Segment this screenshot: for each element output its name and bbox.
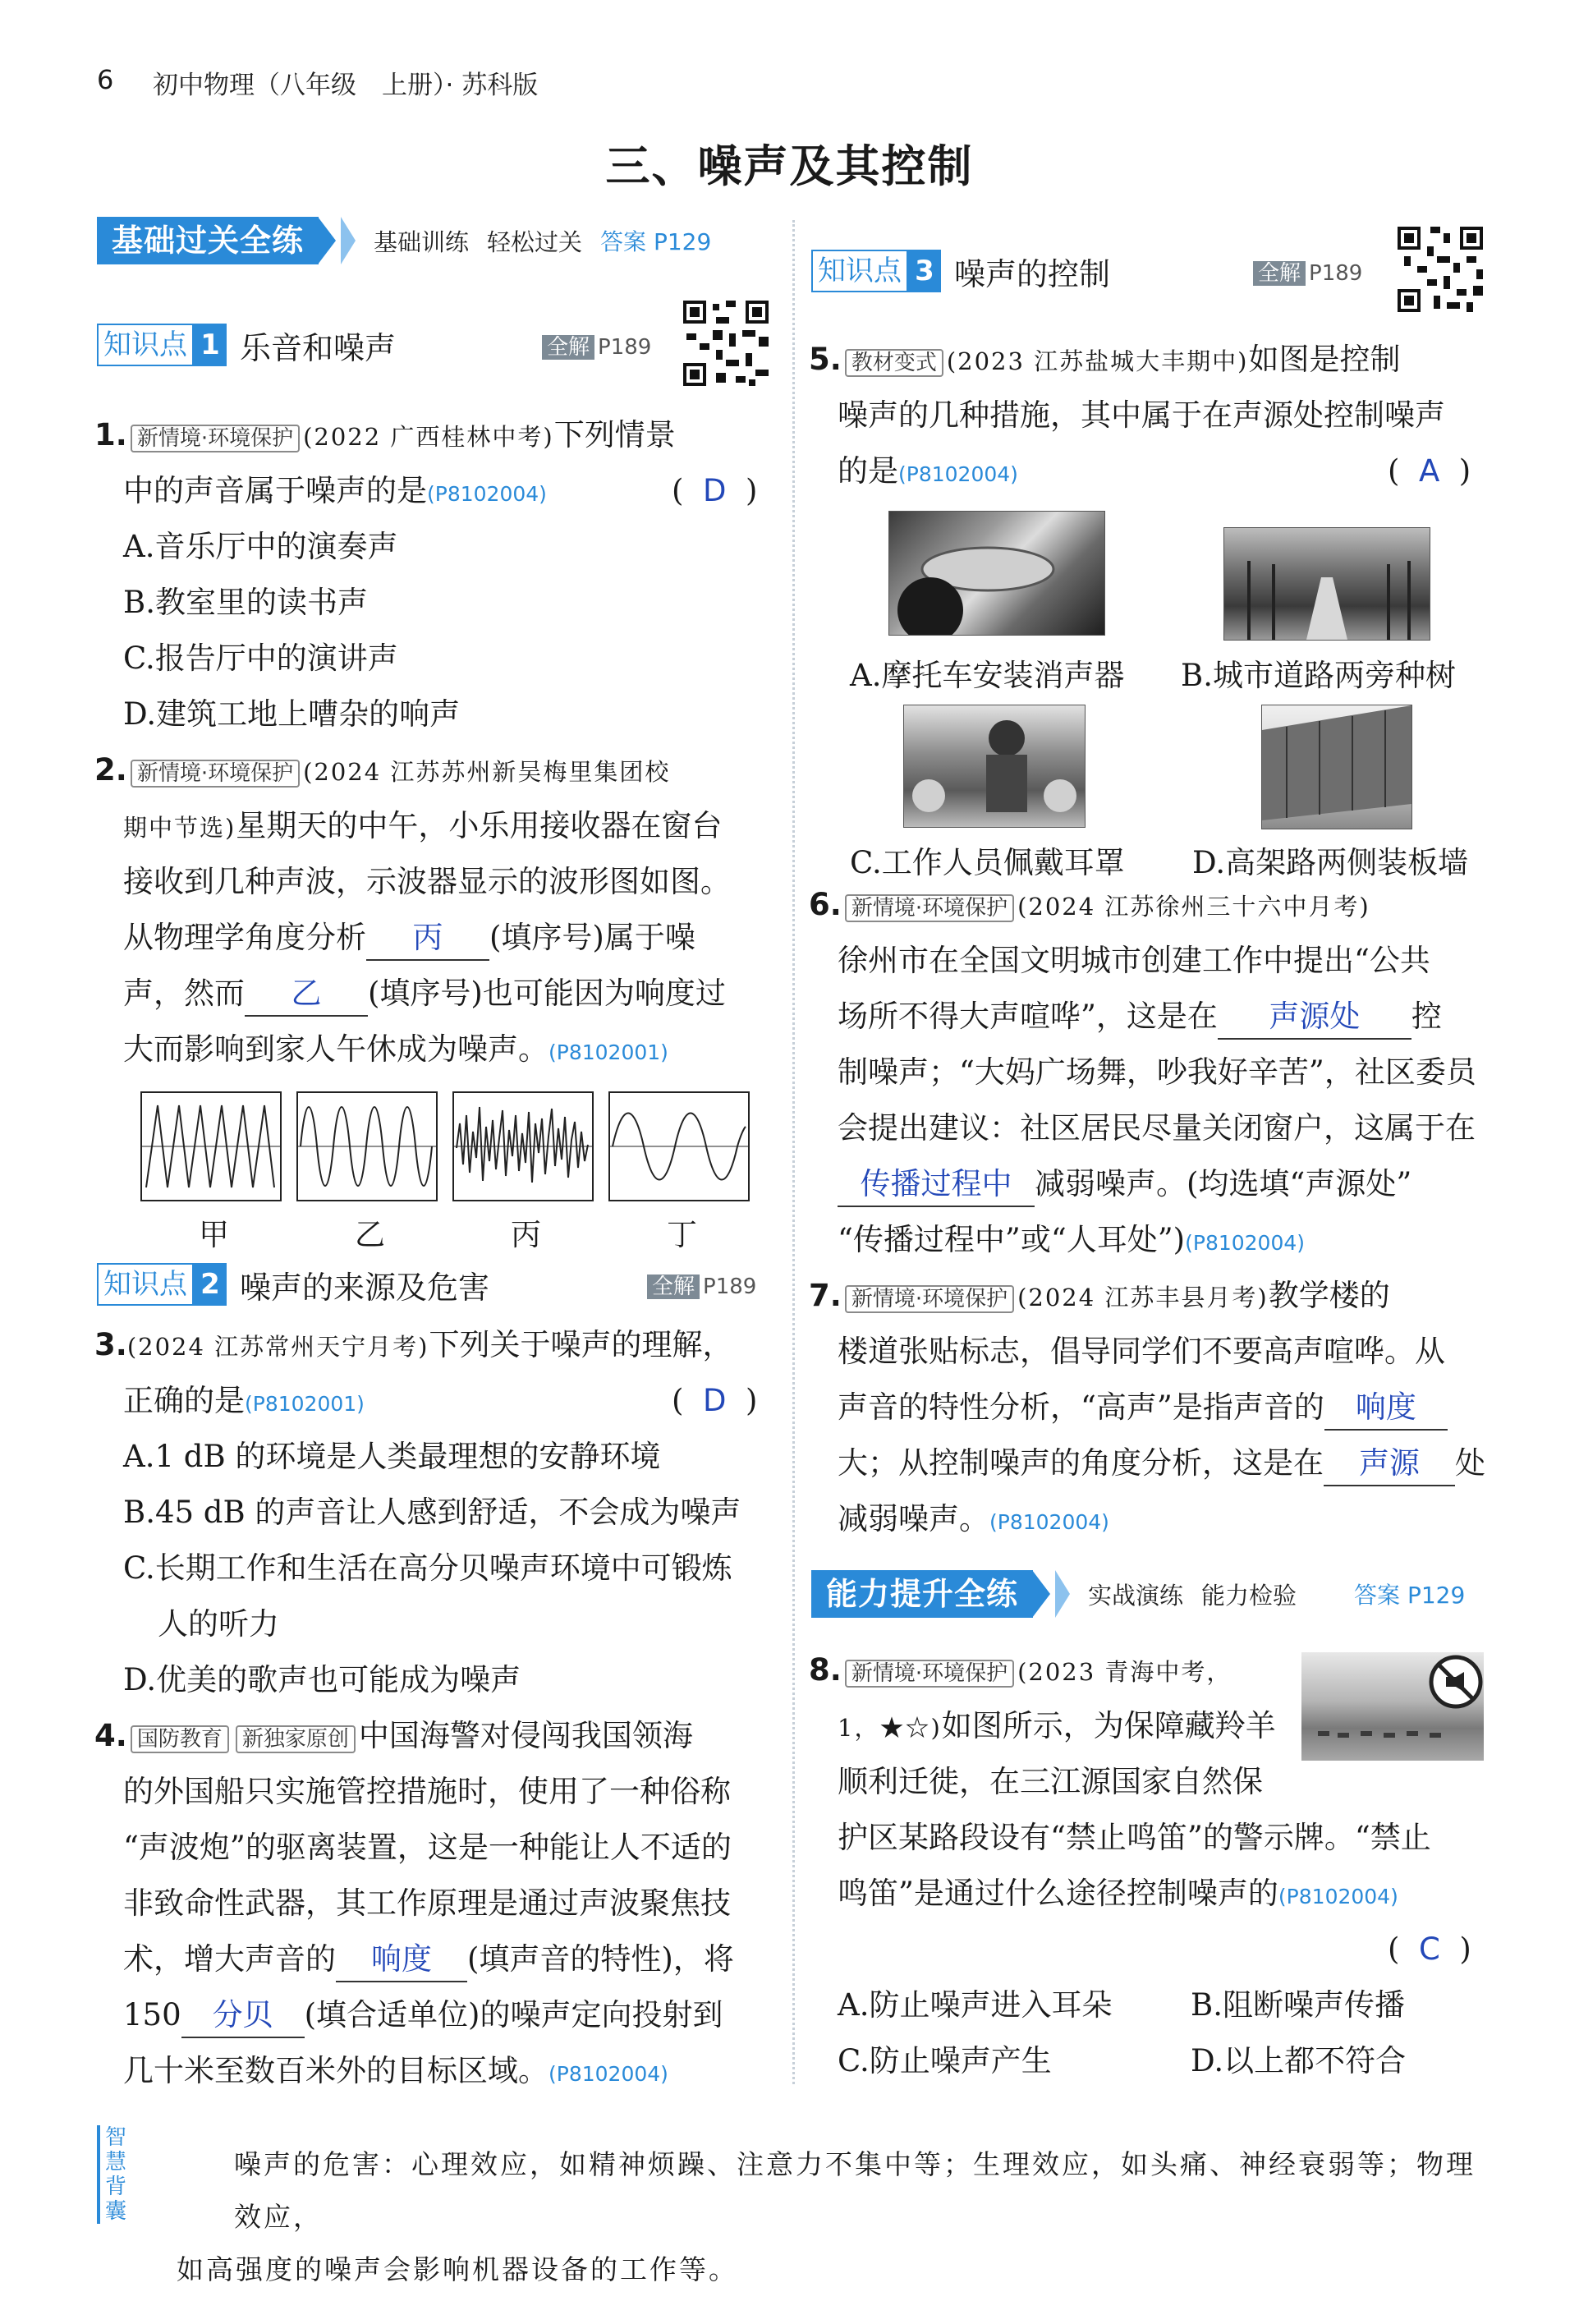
question-stem: 声音的特性分析，“高声”是指声音的	[838, 1389, 1324, 1425]
question-tag: 新情境·环境保护	[845, 894, 1014, 922]
section-banner-basic	[97, 215, 778, 266]
option-c-cont: 人的听力	[158, 1606, 279, 1642]
question-2-line5	[123, 966, 726, 1022]
kp-ref-page: P189	[703, 1275, 757, 1299]
option-c: C.长期工作和生活在高分贝噪声环境中可锻炼	[123, 1550, 732, 1586]
kp-number: 1	[194, 324, 227, 366]
question-stem: 几十米至数百米外的目标区域。	[123, 2053, 549, 2088]
question-6	[809, 877, 1370, 936]
question-stem: 星期天的中午，小乐用接收器在窗台	[236, 808, 723, 843]
kp-ref-page: P189	[598, 335, 652, 360]
question-stem: 如图是控制	[1248, 342, 1401, 377]
question-2-line4	[123, 910, 695, 966]
option-a: A.音乐厅中的演奏声	[123, 529, 398, 564]
banner-arrow-icon	[318, 217, 336, 264]
caption-c: C.工作人员佩戴耳罩	[850, 845, 1125, 880]
question-8	[809, 1642, 1232, 1702]
question-tag: 新情境·环境保护	[131, 760, 300, 788]
question-2-line2	[123, 798, 722, 856]
answer-choice: C	[1418, 1931, 1440, 1967]
qr-code-icon[interactable]	[1394, 223, 1486, 315]
kp-ref-page: P189	[1309, 261, 1363, 286]
question-number: 1.	[94, 417, 127, 452]
answer-bracket: ( C )	[1388, 1931, 1471, 1967]
knowledge-point-2	[97, 1261, 489, 1307]
caption-a: A.摩托车安装消声器	[850, 658, 1125, 693]
caption-d: D.高架路两侧装板墙	[1192, 845, 1469, 880]
question-code: (P8102004)	[989, 1510, 1109, 1534]
option-b: B.45 dB 的声音让人感到舒适，不会成为噪声	[123, 1495, 741, 1530]
answer-blank[interactable]: 传播过程中	[838, 1163, 1035, 1207]
question-stem: 鸣笛”是通过什么途径控制噪声的	[838, 1876, 1278, 1911]
wave-label-ding: 丁	[667, 1217, 697, 1252]
question-stem: 场所不得大声喧哗”，这是在	[838, 999, 1218, 1034]
answer-bracket: ( D )	[672, 1383, 758, 1418]
question-code: (P8102004)	[1278, 1885, 1398, 1908]
photo-motorcycle-muffler	[888, 511, 1105, 636]
question-stem: (填声音的特性)，将	[467, 1941, 734, 1977]
option-a: A.1 dB 的环境是人类最理想的安静环境	[123, 1439, 661, 1474]
question-stem: (填序号)属于噪	[489, 920, 695, 955]
answer-ref: 答案 P129	[1354, 1582, 1466, 1609]
wave-label-bing: 丙	[511, 1217, 541, 1252]
kp-ref	[542, 330, 651, 361]
option-b: B.阻断噪声传播	[1191, 1987, 1405, 2023]
question-stem: 声，然而	[123, 976, 245, 1011]
section-sub: 能力检验	[1201, 1581, 1297, 1610]
wave-label-yi: 乙	[355, 1217, 385, 1252]
question-code: (P8102001)	[549, 1040, 668, 1064]
photo-roadside-trees	[1223, 527, 1430, 641]
section-sub: 基础训练	[374, 227, 470, 256]
answer-ref: 答案 P129	[600, 228, 712, 255]
question-8-line5	[838, 1866, 1398, 1925]
question-6-line7	[838, 1212, 1305, 1271]
question-stem: “传播过程中”或“人耳处”)	[838, 1222, 1186, 1257]
question-5-line2: 噪声的几种措施，其中属于在声源处控制噪声	[838, 397, 1445, 433]
knowledge-point-3	[811, 248, 1110, 294]
answer-choice: D	[702, 473, 727, 508]
question-code: (P8102004)	[898, 462, 1018, 486]
question-source: (2023 江苏盐城大丰期中)	[946, 347, 1249, 375]
question-number: 7.	[809, 1278, 842, 1313]
lesson-title: 三、噪声及其控制	[605, 140, 974, 192]
question-stem: (填序号)也可能因为响度过	[368, 976, 726, 1011]
question-7-line2: 楼道张贴标志，倡导同学们不要高声喧哗。从	[838, 1334, 1445, 1369]
kp-title: 乐音和噪声	[240, 329, 397, 366]
question-source: (2024 江苏徐州三十六中月考)	[1017, 893, 1370, 921]
question-3-line2	[123, 1373, 365, 1432]
question-stem: 的是	[838, 453, 898, 489]
question-1	[94, 407, 776, 466]
section-tag: 基础过关全练	[97, 217, 319, 264]
kp-number: 2	[194, 1263, 227, 1306]
question-4-line3: “声波炮”的驱离装置，这是一种能让人不适的	[123, 1830, 732, 1865]
question-source: (2024 江苏丰县月考)	[1017, 1284, 1269, 1311]
answer-choice: A	[1418, 453, 1440, 489]
qr-code-icon[interactable]	[680, 297, 772, 389]
banner-arrow-icon	[1032, 1570, 1050, 1618]
caption-b: B.城市道路两旁种树	[1181, 658, 1456, 693]
question-2	[94, 742, 670, 801]
question-stem: 术，增大声音的	[123, 1941, 336, 1977]
question-tag: 新情境·环境保护	[845, 1660, 1014, 1688]
question-7	[809, 1268, 1390, 1327]
question-source: 1，★☆)	[838, 1714, 942, 1742]
question-stem: 下列情景	[553, 417, 676, 452]
section-sub: 实战演练	[1088, 1581, 1184, 1610]
banner-arrow-icon	[341, 217, 356, 264]
option-c: C.防止噪声产生	[838, 2043, 1052, 2078]
knowledge-point-1	[97, 322, 396, 368]
column-divider	[792, 220, 795, 2084]
question-stem: 大而影响到家人午休成为噪声。	[123, 1031, 549, 1067]
question-stem: 大；从控制噪声的角度分析，这是在	[838, 1445, 1324, 1481]
banner-arrow-icon	[1055, 1570, 1070, 1618]
question-number: 8.	[809, 1652, 842, 1688]
answer-bracket: ( D )	[672, 473, 758, 508]
kp-label: 知识点	[811, 250, 908, 292]
question-7-line5	[838, 1491, 1109, 1550]
waveform-figure	[140, 1091, 764, 1202]
tip-line-2: 如高强度的噪声会影响机器设备的工作等。	[177, 2253, 738, 2285]
question-stem: 控	[1411, 999, 1442, 1034]
question-stem: 正确的是	[123, 1383, 245, 1418]
question-number: 6.	[809, 887, 842, 922]
kp-title: 噪声的控制	[954, 255, 1111, 292]
photo-no-honking-sign	[1301, 1652, 1484, 1761]
kp-ref-tag: 全解	[542, 335, 594, 360]
answer-blank[interactable]: 响度	[336, 1938, 467, 1982]
kp-label: 知识点	[97, 1263, 194, 1306]
question-stem: 从物理学角度分析	[123, 920, 366, 955]
question-4-line4: 非致命性武器，其工作原理是通过声波聚焦技	[123, 1885, 731, 1921]
question-6-line3	[838, 989, 1442, 1045]
question-number: 3.	[94, 1327, 127, 1362]
question-stem: 中的声音属于噪声的是	[123, 473, 427, 508]
option-c: C.报告厅中的演讲声	[123, 641, 398, 676]
question-stem: 中国海警对侵闯我国领海	[358, 1718, 693, 1753]
section-sub: 轻松过关	[487, 227, 583, 256]
question-tag: 新情境·环境保护	[845, 1285, 1014, 1313]
answer-blank[interactable]: 分贝	[181, 1994, 305, 2038]
question-stem: (填合适单位)的噪声定向投射到	[304, 1997, 723, 2032]
question-6-line4: 制噪声；“大妈广场舞，吵我好辛苦”，社区委员	[838, 1054, 1476, 1090]
question-code: (P8102004)	[549, 2062, 668, 2086]
question-tag: 教材变式	[845, 349, 943, 377]
answer-blank[interactable]: 乙	[245, 972, 368, 1017]
question-7-line3	[838, 1380, 1448, 1435]
kp-ref-tag: 全解	[1253, 261, 1306, 286]
question-source: (2023 青海中考，	[1017, 1658, 1232, 1686]
kp-label: 知识点	[97, 324, 194, 366]
kp-title: 噪声的来源及危害	[240, 1269, 490, 1306]
question-stem: 如图所示，为保障藏羚羊	[941, 1708, 1276, 1743]
option-d: D.优美的歌声也可能成为噪声	[123, 1662, 521, 1697]
option-a: A.防止噪声进入耳朵	[838, 1987, 1113, 2023]
question-source: 期中节选)	[123, 814, 236, 842]
question-code: (P8102004)	[427, 482, 547, 506]
question-tag: 新独家原创	[236, 1725, 356, 1753]
question-number: 2.	[94, 752, 127, 788]
answer-blank[interactable]: 声源处	[1218, 995, 1411, 1040]
question-3	[94, 1317, 732, 1375]
page-number: 6	[97, 64, 114, 95]
question-code: (P8102001)	[245, 1392, 365, 1416]
question-stem: 下列关于噪声的理解，	[429, 1327, 733, 1362]
option-d: D.建筑工地上嘈杂的响声	[123, 696, 461, 732]
kp-ref	[647, 1270, 756, 1300]
question-6-line6	[838, 1156, 1411, 1212]
kp-number: 3	[908, 250, 941, 292]
question-8-line2	[838, 1698, 1276, 1756]
kp-ref-tag: 全解	[647, 1275, 700, 1299]
book-title: 初中物理（八年级 上册）· 苏科版	[153, 71, 539, 100]
answer-blank[interactable]: 丙	[366, 916, 489, 961]
option-d: D.以上都不符合	[1191, 2043, 1407, 2078]
answer-blank[interactable]: 响度	[1324, 1386, 1448, 1431]
question-stem: 150	[123, 1997, 181, 2032]
option-b: B.教室里的读书声	[123, 585, 368, 620]
question-6-line5: 会提出建议：社区居民尽量关闭窗户，这属于在	[838, 1110, 1476, 1146]
question-7-line4	[838, 1435, 1485, 1491]
answer-blank[interactable]: 声源	[1324, 1442, 1455, 1486]
question-source: (2024 江苏常州天宁月考)	[126, 1333, 429, 1361]
question-4-line7	[123, 2043, 668, 2102]
question-tag: 新情境·环境保护	[131, 425, 300, 452]
section-banner-advanced	[811, 1568, 1493, 1619]
question-2-line6	[123, 1022, 668, 1081]
question-stem: 减弱噪声。	[838, 1501, 989, 1536]
tip-text	[177, 2138, 1499, 2296]
question-source: (2024 江苏苏州新吴梅里集团校	[303, 758, 671, 786]
question-code: (P8102004)	[1185, 1231, 1306, 1255]
photo-highway-sound-barrier	[1261, 705, 1412, 829]
tip-side-label: 智慧背囊	[97, 2125, 130, 2224]
question-4-line5	[123, 1931, 734, 1987]
question-1-line2	[123, 463, 547, 522]
question-8-line4: 护区某路段设有“禁止鸣笛”的警示牌。“禁止	[838, 1820, 1431, 1855]
kp-ref	[1253, 256, 1362, 287]
question-4-line2: 的外国船只实施管控措施时，使用了一种俗称	[123, 1774, 731, 1809]
question-2-line3: 接收到几种声波，示波器显示的波形图如图。	[123, 864, 731, 899]
section-tag: 能力提升全练	[811, 1570, 1033, 1618]
question-source: (2022 广西桂林中考)	[303, 423, 554, 451]
photo-worker-earmuffs	[903, 705, 1086, 828]
question-4-line6	[123, 1987, 723, 2043]
question-number: 4.	[94, 1718, 127, 1753]
wave-label-jia: 甲	[199, 1217, 229, 1252]
question-6-line2: 徐州市在全国文明城市创建工作中提出“公共	[838, 943, 1430, 978]
question-number: 5.	[809, 342, 842, 377]
question-stem: 教学楼的	[1268, 1278, 1390, 1313]
question-5-line3	[838, 443, 1018, 503]
answer-choice: D	[702, 1383, 727, 1418]
question-5	[809, 332, 1400, 391]
answer-bracket: ( A )	[1388, 453, 1471, 489]
question-stem: 处	[1455, 1445, 1485, 1481]
question-8-line3: 顺利迁徙，在三江源国家自然保	[838, 1764, 1263, 1799]
question-4	[94, 1708, 693, 1767]
question-stem: 减弱噪声。(均选填“声源处”	[1035, 1166, 1412, 1201]
question-tag: 国防教育	[131, 1725, 229, 1753]
tip-line-1: 噪声的危害：心理效应，如精神烦躁、注意力不集中等；生理效应，如头痛、神经衰弱等；物理效应，	[234, 2148, 1476, 2233]
